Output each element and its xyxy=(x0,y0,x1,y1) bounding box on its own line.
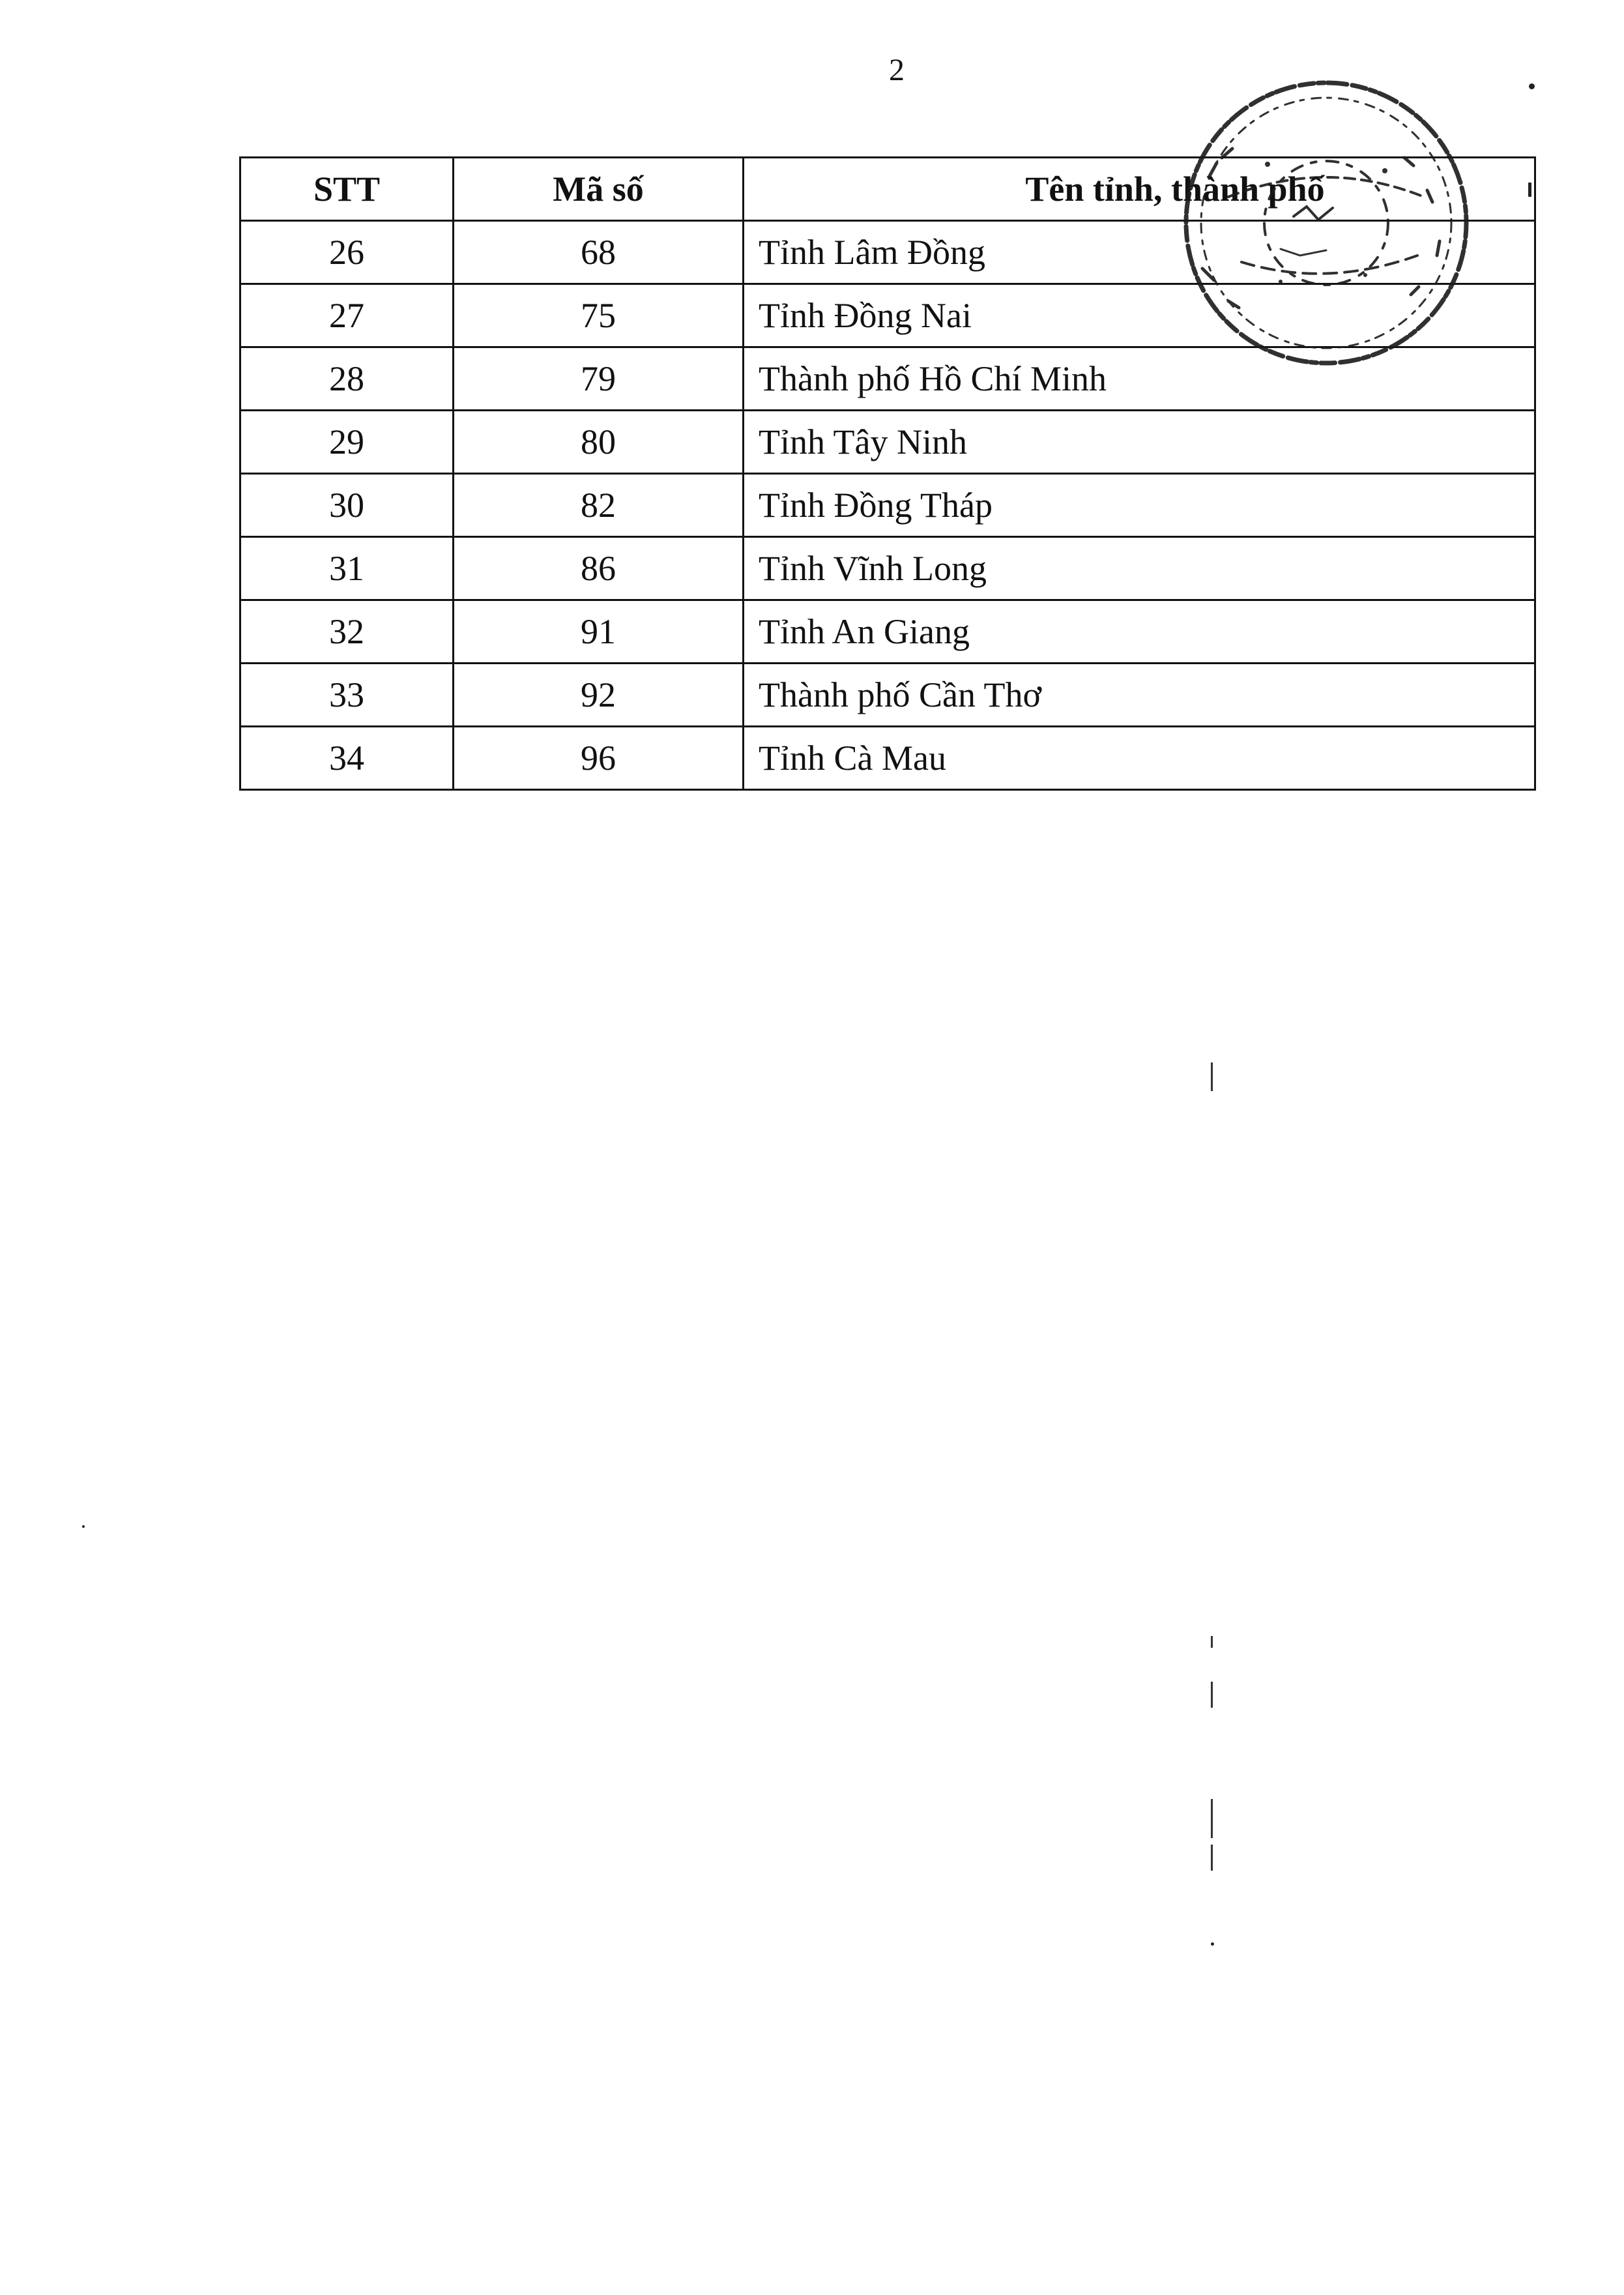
cell-code: 92 xyxy=(454,664,744,727)
cell-code: 79 xyxy=(454,347,744,411)
cell-province-name: Tỉnh Vĩnh Long xyxy=(744,537,1535,600)
cell-province-name: Thành phố Hồ Chí Minh xyxy=(744,347,1535,411)
cell-code: 75 xyxy=(454,284,744,347)
scan-mark xyxy=(1211,1799,1213,1838)
table-row xyxy=(240,664,1535,727)
scan-mark xyxy=(1211,1636,1213,1648)
cell-code: 68 xyxy=(454,221,744,284)
scan-speck xyxy=(1528,183,1531,197)
table-row xyxy=(240,537,1535,600)
table-header-row xyxy=(240,158,1535,221)
header-code: Mã số xyxy=(454,158,744,221)
cell-code: 96 xyxy=(454,727,744,790)
table-row xyxy=(240,600,1535,664)
cell-province-name: Thành phố Cần Thơ xyxy=(744,664,1535,727)
cell-stt: 33 xyxy=(240,664,454,727)
cell-province-name: Tỉnh Lâm Đồng xyxy=(744,221,1535,284)
cell-province-name: Tỉnh Tây Ninh xyxy=(744,411,1535,474)
scan-speck xyxy=(1211,1942,1214,1946)
header-province-name: Tên tỉnh, thành phố xyxy=(744,158,1535,221)
scan-mark xyxy=(1211,1845,1213,1871)
cell-stt: 32 xyxy=(240,600,454,664)
cell-stt: 26 xyxy=(240,221,454,284)
page-number: 2 xyxy=(889,53,905,87)
scan-speck xyxy=(1529,83,1535,89)
province-code-table xyxy=(239,156,1536,791)
cell-stt: 31 xyxy=(240,537,454,600)
cell-province-name: Tỉnh Cà Mau xyxy=(744,727,1535,790)
scan-mark xyxy=(1211,1062,1213,1091)
scan-speck xyxy=(82,1525,85,1528)
table-row xyxy=(240,284,1535,347)
cell-stt: 27 xyxy=(240,284,454,347)
cell-stt: 28 xyxy=(240,347,454,411)
table-row xyxy=(240,347,1535,411)
table-row xyxy=(240,221,1535,284)
cell-code: 91 xyxy=(454,600,744,664)
header-stt: STT xyxy=(240,158,454,221)
cell-province-name: Tỉnh Đồng Tháp xyxy=(744,474,1535,537)
cell-province-name: Tỉnh An Giang xyxy=(744,600,1535,664)
table-row xyxy=(240,727,1535,790)
cell-stt: 34 xyxy=(240,727,454,790)
cell-stt: 29 xyxy=(240,411,454,474)
cell-code: 86 xyxy=(454,537,744,600)
cell-code: 80 xyxy=(454,411,744,474)
cell-stt: 30 xyxy=(240,474,454,537)
cell-province-name: Tỉnh Đồng Nai xyxy=(744,284,1535,347)
cell-code: 82 xyxy=(454,474,744,537)
scan-mark xyxy=(1211,1682,1213,1708)
table-row xyxy=(240,474,1535,537)
table-row xyxy=(240,411,1535,474)
